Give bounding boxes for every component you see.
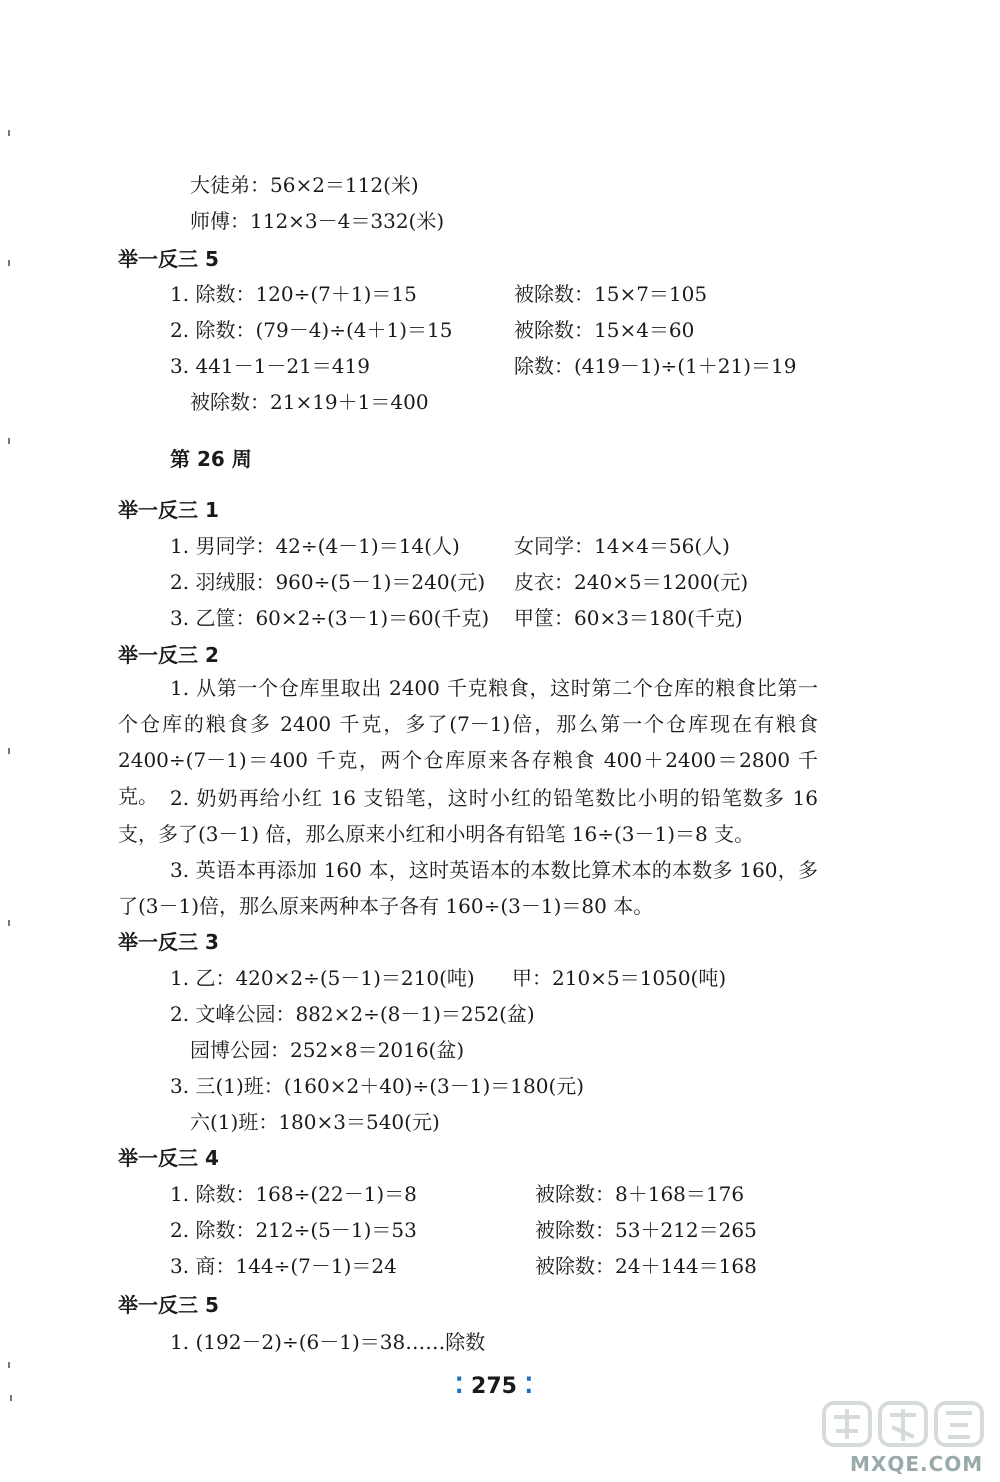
answer-paragraph: 3. 英语本再添加 160 本，这时英语本的本数比算术本的本数多 160，多了(3－1)倍，那么原来两种本子各有 160÷(3－1)＝80 本。 (118, 858, 818, 918)
answer-line: 六(1)班：180×3＝540(元) (190, 1110, 440, 1134)
answer-line: 2. 羽绒服：960÷(5－1)＝240(元) (170, 570, 486, 594)
answer-line: 1. 除数：168÷(22－1)＝8 (170, 1182, 417, 1206)
answer-line: 3. 商：144÷(7－1)＝24 (170, 1254, 397, 1278)
scan-mark (8, 438, 10, 444)
answer-line: 甲：210×5＝1050(吨) (512, 966, 727, 990)
answer-line: 园博公园：252×8＝2016(盆) (190, 1038, 465, 1062)
answer-line: 3. 乙筐：60×2÷(3－1)＝60(千克) (170, 606, 490, 630)
page-dots-right: ⁚ (524, 1374, 533, 1399)
answer-paragraph: 2. 奶奶再给小红 16 支铅笔，这时小红的铅笔数比小明的铅笔数多 16 支，多了(3－1) 倍，那么原来小红和小明各有铅笔 16÷(3－1)＝8 支。 (118, 786, 818, 846)
scan-mark (10, 1395, 12, 1401)
answer-line: 甲筐：60×3＝180(千克) (514, 606, 743, 630)
answer-line: 1. 除数：120÷(7＋1)＝15 (170, 282, 417, 306)
answer-line: 被除数：24＋144＝168 (535, 1254, 757, 1278)
answer-line: 3. 三(1)班：(160×2＋40)÷(3－1)＝180(元) (170, 1074, 585, 1098)
answer-line: 被除数：21×19＋1＝400 (190, 390, 429, 414)
page-dots-left: ⁚ (455, 1374, 464, 1399)
answer-line: 大徒弟：56×2＝112(米) (190, 173, 419, 197)
answer-line: 被除数：15×4＝60 (514, 318, 695, 342)
scan-mark (8, 748, 10, 754)
watermark-text: MXQE.COM (850, 1452, 984, 1476)
scan-mark (8, 260, 10, 266)
answer-line: 皮衣：240×5＝1200(元) (514, 570, 749, 594)
answer-line: 1. (192－2)÷(6－1)＝38……除数 (170, 1330, 486, 1354)
scan-mark (8, 130, 10, 136)
answer-line: 除数：(419－1)÷(1＋21)＝19 (514, 354, 797, 378)
section-heading: 举一反三 5 (118, 247, 219, 271)
page-number (455, 1374, 533, 1399)
answer-line: 3. 441－1－21＝419 (170, 354, 370, 378)
answer-line: 被除数：15×7＝105 (514, 282, 708, 306)
answer-line: 2. 除数：(79－4)÷(4＋1)＝15 (170, 318, 453, 342)
scan-mark (8, 920, 10, 926)
answer-line: 师傅：112×3－4＝332(米) (190, 209, 445, 233)
section-heading: 举一反三 1 (118, 498, 219, 522)
answer-line: 1. 男同学：42÷(4－1)＝14(人) (170, 534, 460, 558)
page-number-text: 275 (471, 1374, 517, 1399)
answer-paragraph: 1. 从第一个仓库里取出 2400 千克粮食，这时第二个仓库的粮食比第一个仓库的粮食多 2400 千克，多了(7－1)倍，那么第一个仓库现在有粮食 2400÷(7－1)＝400 千克，两个仓库原来各存粮食 400＋2400＝2800 千克。 (118, 676, 818, 808)
answer-line: 女同学：14×4＝56(人) (514, 534, 730, 558)
scan-mark (8, 1362, 10, 1368)
section-heading: 举一反三 3 (118, 930, 219, 954)
section-heading: 举一反三 4 (118, 1146, 219, 1170)
answer-line: 被除数：53＋212＝265 (535, 1218, 757, 1242)
answer-line: 2. 文峰公园：882×2÷(8－1)＝252(盆) (170, 1002, 535, 1026)
section-heading: 举一反三 5 (118, 1293, 219, 1317)
answer-line: 被除数：8＋168＝176 (535, 1182, 745, 1206)
answer-line: 2. 除数：212÷(5－1)＝53 (170, 1218, 417, 1242)
week-heading: 第 26 周 (170, 447, 252, 471)
section-heading: 举一反三 2 (118, 643, 219, 667)
answer-line: 1. 乙：420×2÷(5－1)＝210(吨) (170, 966, 475, 990)
